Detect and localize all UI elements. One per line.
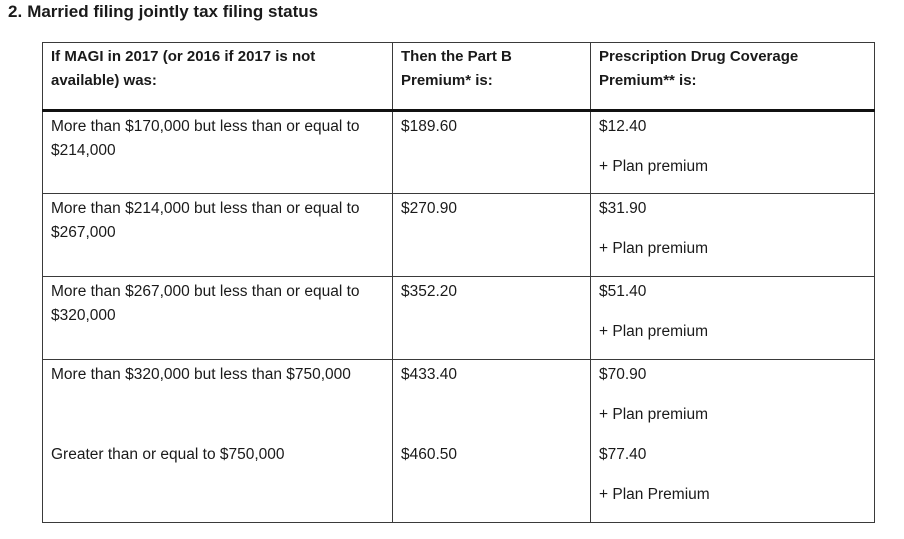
plan-premium-note: + Plan Premium bbox=[599, 486, 710, 503]
drug-amount: $70.90 bbox=[599, 366, 647, 383]
drug-cell bbox=[591, 360, 875, 523]
table-row bbox=[43, 360, 875, 523]
plan-premium-note: + Plan premium bbox=[599, 323, 708, 340]
table-row bbox=[43, 194, 875, 277]
drug-cell bbox=[591, 194, 875, 277]
drug-amount: $31.90 bbox=[599, 200, 647, 217]
drug-amount: $51.40 bbox=[599, 283, 647, 300]
drug-cell bbox=[591, 277, 875, 360]
magi-cell: More than $170,000 but less than or equal to $214,000 bbox=[43, 111, 393, 194]
magi-cell bbox=[43, 360, 393, 523]
plan-premium-note: + Plan premium bbox=[599, 240, 708, 257]
magi-range: Greater than or equal to $750,000 bbox=[51, 446, 285, 463]
part-b-amount: $460.50 bbox=[401, 446, 458, 463]
header-drug-coverage-premium: Prescription Drug Coverage Premium** is: bbox=[591, 43, 875, 111]
section-title: Married filing jointly tax filing status bbox=[27, 2, 319, 21]
part-b-cell bbox=[393, 360, 591, 523]
header-part-b-premium: Then the Part B Premium* is: bbox=[393, 43, 591, 111]
magi-cell: More than $214,000 but less than or equal to $267,000 bbox=[43, 194, 393, 277]
premium-table bbox=[42, 42, 875, 523]
plan-premium-note: + Plan premium bbox=[599, 158, 708, 175]
part-b-cell: $189.60 bbox=[393, 111, 591, 194]
table-row bbox=[43, 277, 875, 360]
table-header-row bbox=[43, 43, 875, 111]
table-row bbox=[43, 111, 875, 194]
section-number: 2. bbox=[8, 2, 23, 21]
part-b-amount: $433.40 bbox=[401, 366, 458, 383]
drug-amount: $12.40 bbox=[599, 118, 647, 135]
section-heading bbox=[8, 1, 318, 23]
header-magi: If MAGI in 2017 (or 2016 if 2017 is not available) was: bbox=[43, 43, 393, 111]
part-b-cell: $270.90 bbox=[393, 194, 591, 277]
plan-premium-note: + Plan premium bbox=[599, 406, 708, 423]
drug-amount: $77.40 bbox=[599, 446, 647, 463]
magi-range: More than $320,000 but less than $750,000 bbox=[51, 366, 351, 383]
drug-cell bbox=[591, 111, 875, 194]
magi-cell: More than $267,000 but less than or equal to $320,000 bbox=[43, 277, 393, 360]
part-b-cell: $352.20 bbox=[393, 277, 591, 360]
